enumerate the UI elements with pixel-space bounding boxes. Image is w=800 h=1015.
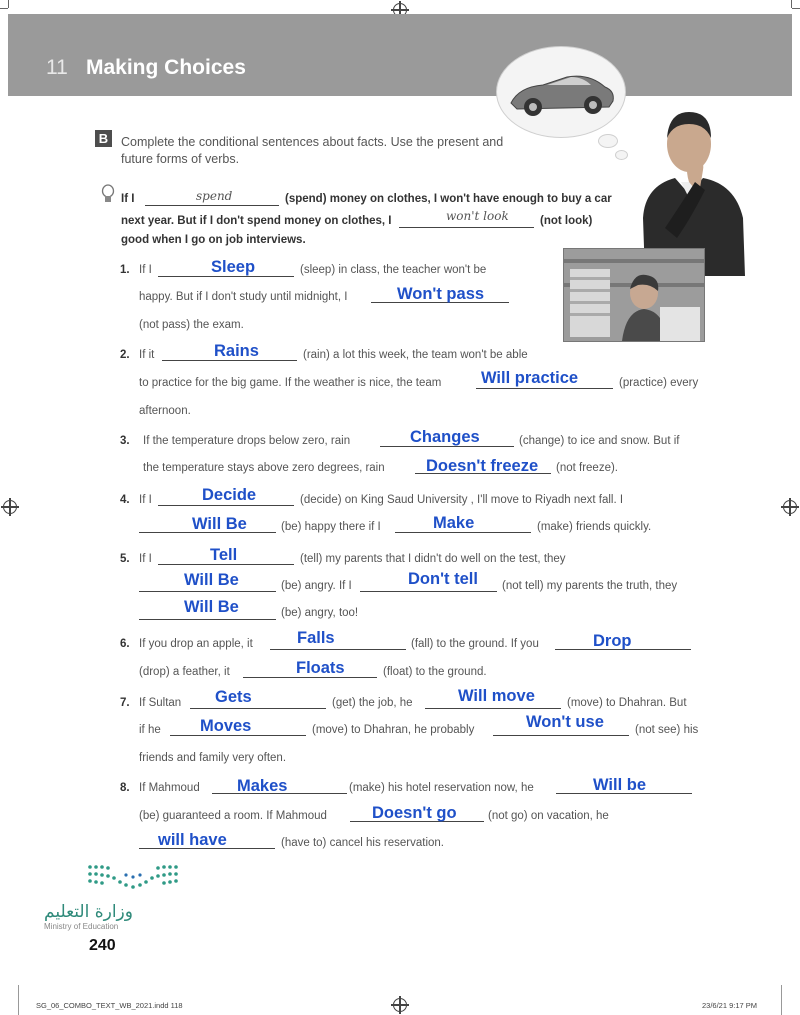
item-number: 4.	[120, 494, 130, 506]
answer-text: Won't pass	[397, 285, 485, 303]
car-icon	[497, 47, 625, 137]
sentence-text: (practice) every	[619, 377, 699, 389]
answer-blank[interactable]	[139, 591, 276, 592]
sentence-text: If the temperature drops below zero, rain	[143, 435, 351, 447]
answer-text: Floats	[296, 659, 345, 677]
sentence-text: (tell) my parents that I didn't do well on the test, they	[300, 553, 566, 565]
answer-text: Rains	[214, 342, 259, 360]
answer-text: Will practice	[481, 369, 579, 387]
sentence-text: (move) to Dhahran, he probably	[312, 724, 475, 736]
answer-blank[interactable]	[190, 708, 326, 709]
footer-filename: SG_06_COMBO_TEXT_WB_2021.indd 118	[36, 1001, 183, 1010]
answer-text: Doesn't go	[372, 804, 457, 822]
answer-blank[interactable]	[425, 708, 561, 709]
sentence-text: (get) the job, he	[332, 697, 413, 709]
crop-mark	[791, 0, 792, 8]
example-text: (not look)	[540, 215, 593, 227]
sentence-text: (have to) cancel his reservation.	[281, 837, 444, 849]
sentence-text: If I	[139, 494, 152, 506]
ministry-arabic-name: وزارة التعليم	[44, 902, 133, 922]
sentence-text: (drop) a feather, it	[139, 666, 230, 678]
answer-text: Doesn't freeze	[426, 457, 539, 475]
answer-text: Makes	[237, 777, 288, 795]
example-text: (spend) money on clothes, I won't have enough to buy a car	[285, 193, 612, 205]
sentence-text: If it	[139, 349, 155, 361]
sentence-text: If Sultan	[139, 697, 182, 709]
sentence-text: (make) friends quickly.	[537, 521, 652, 533]
thought-bubble-dot	[598, 134, 618, 148]
crop-mark	[0, 8, 8, 9]
answer-text: Tell	[210, 546, 238, 564]
example-text: If I	[121, 193, 135, 205]
answer-blank[interactable]	[360, 591, 497, 592]
sentence-text: (be) angry. If I	[281, 580, 352, 592]
answer-text: Make	[433, 514, 475, 532]
crop-mark	[18, 985, 19, 1015]
sentence-text: (make) his hotel reservation now, he	[349, 782, 534, 794]
sentence-text: if he	[139, 724, 161, 736]
lightbulb-icon	[101, 184, 115, 204]
footer-timestamp: 23/6/21 9:17 PM	[702, 1001, 758, 1010]
answer-blank[interactable]	[158, 505, 294, 506]
crop-mark	[792, 8, 800, 9]
sentence-text: (sleep) in class, the teacher won't be	[300, 264, 487, 276]
sentence-text: (be) happy there if I	[281, 521, 381, 533]
sentence-text: (not see) his	[635, 724, 699, 736]
sentence-text: (float) to the ground.	[383, 666, 487, 678]
sentence-text: (not pass) the exam.	[139, 319, 244, 331]
exercise-badge: B	[95, 130, 112, 147]
sentence-text: afternoon.	[139, 405, 191, 417]
page-number: 240	[89, 937, 116, 954]
answer-text: Moves	[200, 717, 252, 735]
sentence-text: (not freeze).	[556, 462, 618, 474]
answer-text: Drop	[593, 632, 632, 650]
sentence-text: (be) angry, too!	[281, 607, 359, 619]
sentence-text: (rain) a lot this week, the team won't be able	[303, 349, 528, 361]
registration-mark-icon	[393, 998, 407, 1012]
sentence-text: (change) to ice and snow. But if	[519, 435, 680, 447]
sentence-text: (decide) on King Saud University , I'll move to Riyadh next fall. I	[300, 494, 624, 506]
sentence-text: (fall) to the ground. If you	[411, 638, 539, 650]
student-with-books-image	[564, 249, 704, 341]
answer-blank[interactable]	[139, 619, 276, 620]
answer-text: will have	[158, 831, 227, 849]
crop-mark	[781, 985, 782, 1015]
answer-blank[interactable]	[476, 388, 613, 389]
example-text: next year. But if I don't spend money on clothes, I	[121, 215, 392, 227]
example-text: good when I go on job interviews.	[121, 234, 306, 246]
example-answer: won't look	[446, 209, 509, 223]
unit-header	[8, 14, 792, 96]
answer-text: Will move	[458, 687, 535, 705]
answer-text: Won't use	[526, 713, 604, 731]
registration-mark-icon	[783, 500, 797, 514]
answer-blank[interactable]	[493, 735, 629, 736]
item-number: 6.	[120, 638, 130, 650]
item-number: 2.	[120, 349, 130, 361]
sentence-text: (not go) on vacation, he	[488, 810, 609, 822]
student-photo	[563, 248, 705, 342]
page-title: Making Choices	[86, 56, 246, 79]
item-number: 5.	[120, 553, 130, 565]
answer-text: Falls	[297, 629, 335, 647]
registration-mark-icon	[3, 500, 17, 514]
example-answer: spend	[196, 189, 233, 203]
sentence-text: the temperature stays above zero degrees, rain	[143, 462, 385, 474]
answer-text: Decide	[202, 486, 257, 504]
answer-text: Gets	[215, 688, 252, 706]
item-number: 7.	[120, 697, 130, 709]
answer-text: Will Be	[184, 598, 239, 616]
sentence-text: happy. But if I don't study until midnight, I	[139, 291, 348, 303]
sentence-text: If I	[139, 264, 152, 276]
sentence-text: If I	[139, 553, 152, 565]
answer-text: Will Be	[184, 571, 239, 589]
sentence-text: (move) to Dhahran. But	[567, 697, 687, 709]
example-blank[interactable]	[145, 205, 279, 206]
crop-mark	[8, 0, 9, 8]
exercise-instructions: Complete the conditional sentences about facts. Use the present and future forms of verbs.	[121, 135, 504, 166]
answer-text: Sleep	[211, 258, 256, 276]
sentence-text: (be) guaranteed a room. If Mahmoud	[139, 810, 327, 822]
sentence-text: If Mahmoud	[139, 782, 200, 794]
sentence-text: If you drop an apple, it	[139, 638, 253, 650]
ministry-english-name: Ministry of Education	[44, 922, 119, 931]
answer-text: Don't tell	[408, 570, 478, 588]
item-number: 3.	[120, 435, 130, 447]
unit-number: 11	[46, 56, 68, 79]
sentence-text: to practice for the big game. If the weather is nice, the team	[139, 377, 442, 389]
example-blank[interactable]	[399, 227, 534, 228]
sentence-text: (not tell) my parents the truth, they	[502, 580, 678, 592]
thought-bubble	[496, 46, 626, 138]
answer-text: Will Be	[192, 515, 247, 533]
answer-text: Will be	[593, 776, 647, 794]
item-number: 8.	[120, 782, 130, 794]
moe-dots-logo-icon	[86, 863, 180, 891]
answer-blank[interactable]	[270, 649, 406, 650]
item-number: 1.	[120, 264, 130, 276]
answer-text: Changes	[410, 428, 480, 446]
sentence-text: friends and family very often.	[139, 752, 287, 764]
